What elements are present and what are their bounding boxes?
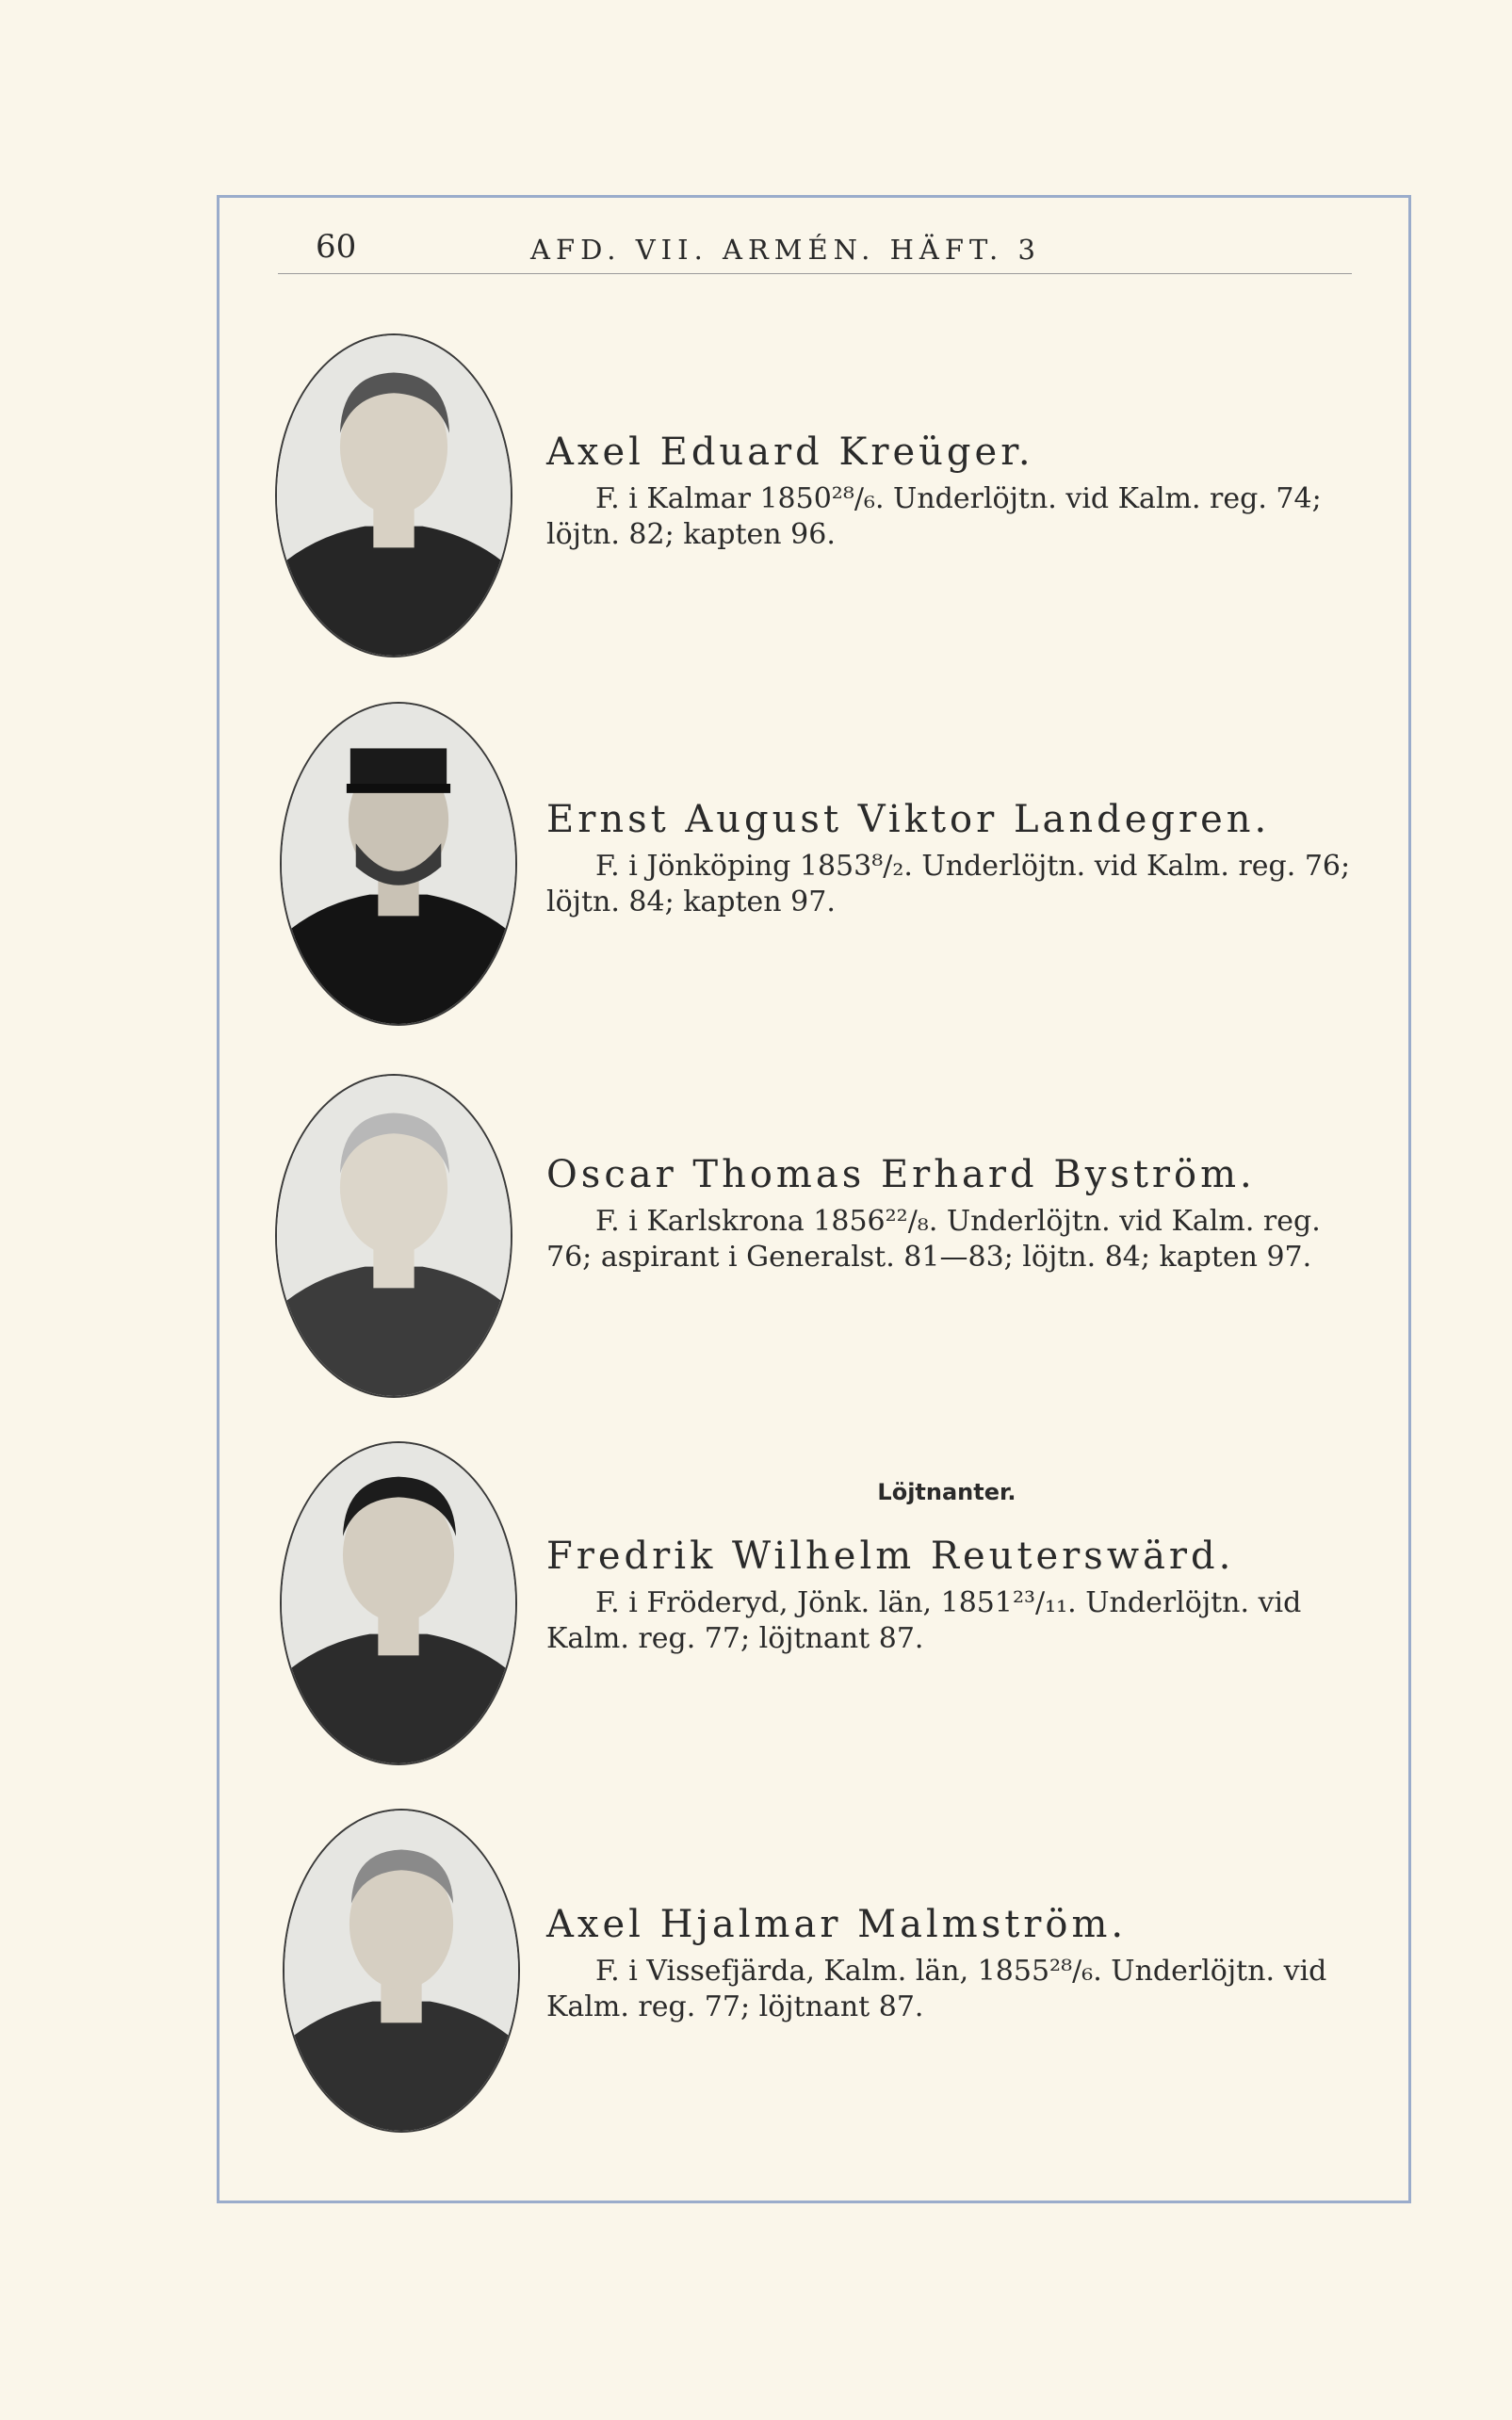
section-subheading: Löjtnanter. <box>877 1479 1016 1505</box>
entry-5 <box>546 1901 1352 2025</box>
portrait-photo <box>275 333 512 658</box>
entry-bio: F. i Karlskrona 1856²²/₈. Underlöjtn. vid Kalm. reg. 76; aspirant i Generalst. 81—83; löjtn. 84; kapten 97. <box>546 1205 1321 1274</box>
entry-name: Ernst August Viktor Landegren. <box>546 798 1271 841</box>
running-title: AFD. VII. ARMÉN. HÄFT. 3 <box>530 234 1041 266</box>
entry-bio: F. i Vissefjärda, Kalm. län, 1855²⁸/₆. Underlöjtn. vid Kalm. reg. 77; löjtnant 87. <box>546 1955 1327 2023</box>
page-header <box>278 224 1352 274</box>
portrait-photo <box>275 1074 512 1398</box>
entry-name: Oscar Thomas Erhard Byström. <box>546 1153 1256 1196</box>
entry-3 <box>546 1151 1352 1275</box>
entry-bio: F. i Kalmar 1850²⁸/₆. Underlöjtn. vid Kalm. reg. 74; löjtn. 82; kapten 96. <box>546 482 1322 551</box>
entry-2 <box>546 796 1352 920</box>
entry-name: Fredrik Wilhelm Reuterswärd. <box>546 1535 1235 1578</box>
portrait-photo <box>280 1441 517 1765</box>
entry-bio: F. i Fröderyd, Jönk. län, 1851²³/₁₁. Underlöjtn. vid Kalm. reg. 77; löjtnant 87. <box>546 1586 1302 1655</box>
entry-name: Axel Hjalmar Malmström. <box>546 1903 1128 1946</box>
portrait-photo <box>283 1809 520 2133</box>
entry-4 <box>546 1533 1352 1657</box>
portrait-photo <box>280 702 517 1026</box>
entry-1 <box>546 429 1352 553</box>
entry-name: Axel Eduard Kreüger. <box>546 430 1034 474</box>
page-number: 60 <box>316 228 357 266</box>
entry-bio: F. i Jönköping 1853⁸/₂. Underlöjtn. vid Kalm. reg. 76; löjtn. 84; kapten 97. <box>546 850 1351 918</box>
